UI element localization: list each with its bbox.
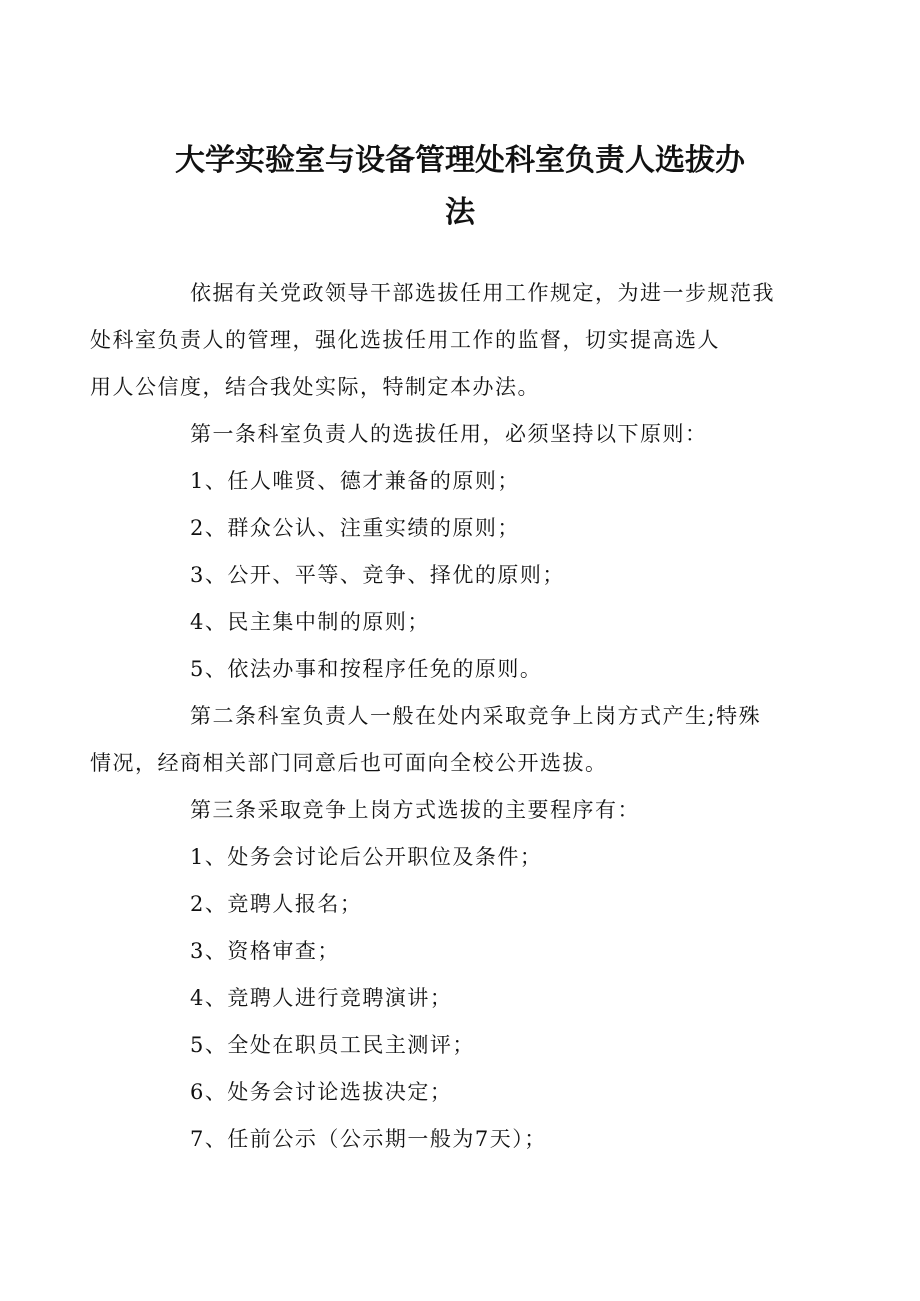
principle-text: 2、群众公认、注重实绩的原则； xyxy=(190,516,520,540)
procedure-text: 3、资格审查； xyxy=(190,939,340,963)
intro-paragraph xyxy=(90,270,788,411)
title-line-2: 法 xyxy=(445,195,475,230)
principle-item-3 xyxy=(140,552,788,599)
article-3 xyxy=(140,787,788,834)
procedure-text: 1、处务会讨论后公开职位及条件； xyxy=(190,845,543,869)
intro-line-2: 处科室负责人的管理，强化选拔任用工作的监督，切实提高选人 xyxy=(90,328,720,352)
procedure-text: 6、处务会讨论选拔决定； xyxy=(190,1080,453,1104)
article-1-text: 第一条科室负责人的选拔任用，必须坚持以下原则： xyxy=(190,422,708,446)
procedure-item-3 xyxy=(140,928,788,975)
principle-item-5 xyxy=(140,646,788,693)
article-2-line-2: 情况，经商相关部门同意后也可面向全校公开选拔。 xyxy=(90,751,608,775)
intro-line-3: 用人公信度，结合我处实际，特制定本办法。 xyxy=(90,375,540,399)
procedure-item-6 xyxy=(140,1069,788,1116)
document-title xyxy=(140,135,780,239)
principle-item-1 xyxy=(140,458,788,505)
title-line-1: 大学实验室与设备管理处科室负责人选拔办 xyxy=(175,143,745,178)
procedure-item-2 xyxy=(140,881,788,928)
document-body xyxy=(90,270,788,1163)
principle-text: 4、民主集中制的原则； xyxy=(190,610,430,634)
procedure-text: 2、竞聘人报名； xyxy=(190,892,363,916)
procedure-item-5 xyxy=(140,1022,788,1069)
procedure-item-4 xyxy=(140,975,788,1022)
principle-item-4 xyxy=(140,599,788,646)
procedure-text: 5、全处在职员工民主测评； xyxy=(190,1033,475,1057)
article-2 xyxy=(90,693,788,787)
article-3-text: 第三条采取竞争上岗方式选拔的主要程序有： xyxy=(190,798,640,822)
principle-item-2 xyxy=(140,505,788,552)
procedure-item-1 xyxy=(140,834,788,881)
article-2-line-1: 第二条科室负责人一般在处内采取竞争上岗方式产生;特殊 xyxy=(190,704,762,728)
procedure-text: 7、任前公示（公示期一般为7天）； xyxy=(190,1127,547,1151)
intro-line-1: 依据有关党政领导干部选拔任用工作规定，为进一步规范我 xyxy=(190,281,775,305)
procedure-item-7 xyxy=(140,1116,788,1163)
article-1 xyxy=(140,411,788,458)
principle-text: 5、依法办事和按程序任免的原则。 xyxy=(190,657,543,681)
principle-text: 1、任人唯贤、德才兼备的原则； xyxy=(190,469,520,493)
procedure-text: 4、竞聘人进行竞聘演讲； xyxy=(190,986,453,1010)
principle-text: 3、公开、平等、竞争、择优的原则； xyxy=(190,563,565,587)
